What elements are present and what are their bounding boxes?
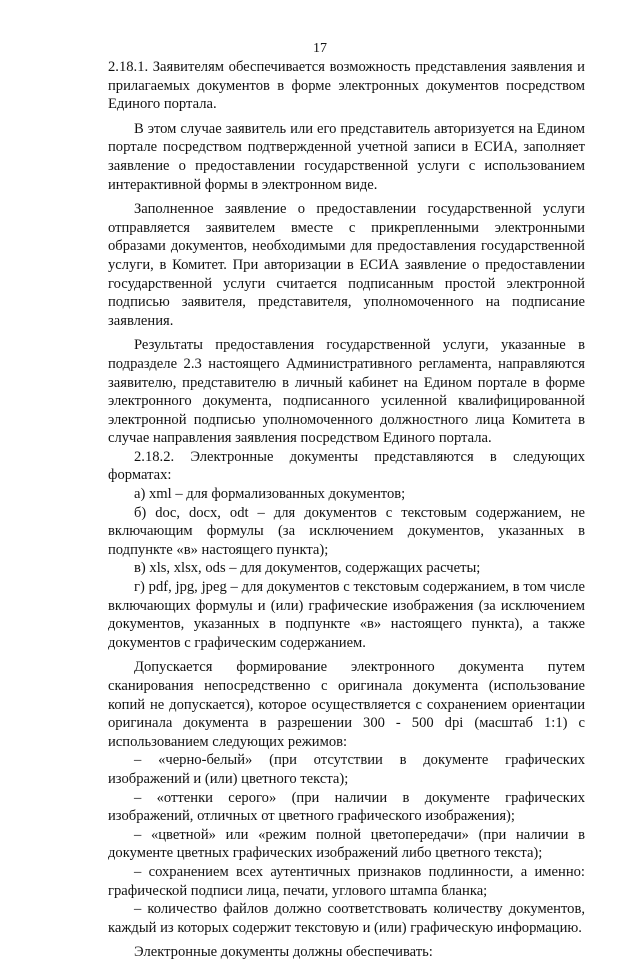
mode-grayscale: – «оттенки серого» (при наличии в документе графических изображений, отличных от цветного графического изображения); — [108, 789, 585, 825]
document-body — [108, 58, 585, 962]
paragraph-authorization: В этом случае заявитель или его представитель авторизуется на Едином портале посредством подтвержденной учетной записи в ЕСИА, заполняет заявление о предоставлении государственной услуги с использованием интерактивной формы в электронном виде. — [108, 120, 585, 193]
list-item-v: в) xls, xlsx, ods – для документов, содержащих расчеты; — [134, 560, 481, 577]
list-item-a: а) xml – для формализованных документов; — [134, 486, 406, 503]
mode-color: – «цветной» или «режим полной цветопередачи» (при наличии в документе цветных графических изображений либо цветного текста); — [108, 826, 585, 862]
list-item-g: г) pdf, jpg, jpeg – для документов с текстовым содержанием, в том числе включающих формулы и (или) графические изображения (за исключением документов, указанных в подпункте «в» настоящего пункта), а также документов с графическим содержанием. — [108, 579, 585, 651]
paragraph-scanning: Допускается формирование электронного документа путем сканирования непосредственно с оригинала документа (использование копий не допускается), которое осуществляется с сохранением ориентации оригинала документа в разрешении 300 - 500 dpi (масштаб 1:1) с использованием следующих режимов: — [108, 659, 585, 750]
mode-black-white: – «черно-белый» (при отсутствии в документе графических изображений и (или) цветного текста); — [108, 752, 585, 787]
paragraph-electronic-docs: Электронные документы должны обеспечивать: — [134, 944, 433, 961]
paragraph-results: Результаты предоставления государственной услуги, указанные в подразделе 2.3 настоящего Административного регламента, направляются заявителю, представителю в личный кабинет на Едином портале в форме электронного документа, подписанного усиленной квалифицированной электронной подписью уполномоченного должностного лица Комитета в случае направления заявления посредством Единого портала. — [108, 337, 585, 447]
paragraph-filled-application: Заполненное заявление о предоставлении государственной услуги отправляется заявителем вместе с прикрепленными электронными образами документов, необходимыми для предоставления государственной услуги, в Комитет. При авторизации в ЕСИА заявление о предоставлении государственной услуги считается подписанным простой электронной подписью заявителя, представителя, уполномоченного на подписание заявления. — [108, 201, 585, 329]
list-item-b: б) doc, docx, odt – для документов с текстовым содержанием, не включающим формулы (за исключением документов, указанных в подпункте «в» настоящего пункта); — [108, 504, 585, 558]
page-number: 17 — [313, 41, 327, 56]
paragraph-2-18-1: 2.18.1. Заявителям обеспечивается возможность представления заявления и прилагаемых документов в форме электронных документов посредством Единого портала. — [108, 59, 585, 113]
mode-file-count: – количество файлов должно соответствовать количеству документов, каждый из которых содержит текстовую и (или) графическую информацию. — [108, 901, 585, 936]
paragraph-2-18-2: 2.18.2. Электронные документы представляются в следующих форматах: — [108, 448, 585, 484]
mode-authenticity: – сохранением всех аутентичных признаков подлинности, а именно: графической подписи лица, печати, углового штампа бланка; — [108, 863, 585, 899]
